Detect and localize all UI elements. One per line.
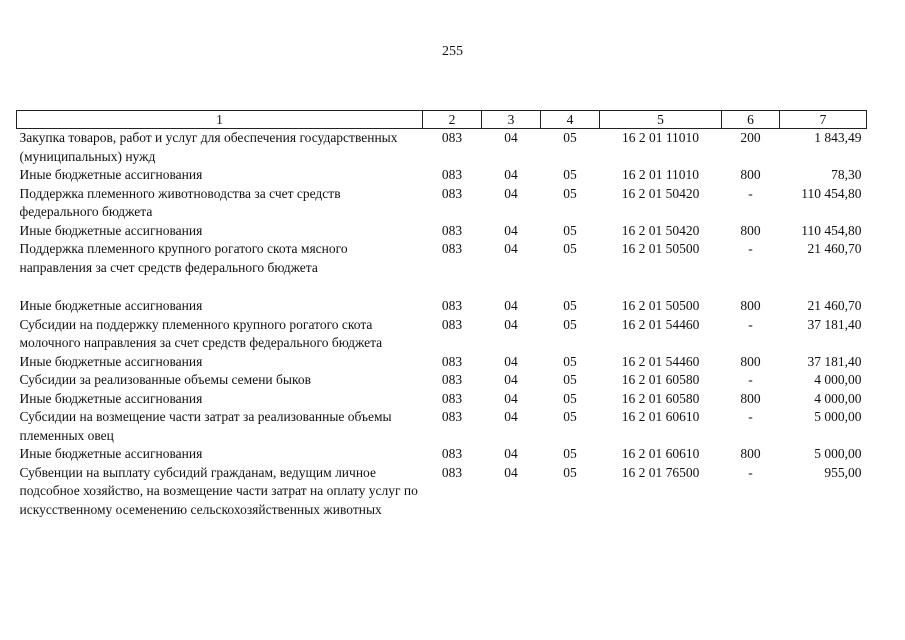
row-value-cell: 16 2 01 50420	[621, 222, 700, 238]
row-name-cell: Иные бюджетные ассигнования	[19, 167, 203, 182]
row-value-cell: 37 181,40	[807, 316, 862, 332]
row-value-cell: 04	[504, 298, 518, 313]
row-value-cell: 16 2 01 50420	[621, 185, 700, 201]
table-row	[17, 222, 867, 241]
row-value-cell: 05	[563, 185, 577, 201]
table-row	[17, 371, 867, 390]
row-value-cell: 955,00	[824, 464, 862, 480]
row-value-cell: 16 2 01 60610	[621, 446, 700, 461]
row-value-cell: 05	[563, 316, 577, 332]
row-value-cell: 04	[504, 316, 518, 332]
row-value-cell: 5 000,00	[814, 446, 862, 461]
row-name-cell: Субвенции на выплату субсидий гражданам, ведущим личное подсобное хозяйство, на возмещение части затрат на оплату услуг по искусственному осеменению сельскохозяйственных животных	[19, 464, 418, 517]
row-value-cell: 04	[504, 390, 518, 406]
row-value-cell: 05	[563, 464, 577, 480]
row-value-cell: 04	[504, 446, 518, 461]
row-value-cell: 16 2 01 76500	[621, 464, 700, 480]
row-value-cell: 800	[740, 298, 761, 313]
row-value-cell: 083	[441, 390, 463, 406]
row-value-cell: 110 454,80	[801, 222, 862, 238]
row-value-cell: 05	[563, 298, 577, 313]
row-value-cell: 04	[504, 222, 518, 238]
row-value-cell: 16 2 01 60610	[621, 409, 700, 424]
row-value-cell: 04	[504, 241, 518, 256]
row-value-cell: 083	[441, 316, 463, 332]
row-value-cell: 05	[563, 409, 577, 424]
table-row	[17, 185, 867, 222]
row-value-cell: -	[748, 185, 753, 201]
row-value-cell: 05	[563, 390, 577, 406]
row-value-cell: 05	[563, 353, 577, 369]
table-row	[17, 166, 867, 185]
row-name-cell: Иные бюджетные ассигнования	[19, 390, 203, 406]
column-header: 5	[600, 111, 722, 129]
column-header: 2	[423, 111, 482, 129]
row-value-cell: 083	[441, 222, 463, 238]
row-value-cell: 800	[740, 390, 761, 406]
row-value-cell: 16 2 01 54460	[621, 353, 700, 369]
row-value-cell: 37 181,40	[807, 353, 862, 369]
table-row	[17, 408, 867, 445]
budget-table	[16, 110, 867, 519]
row-value-cell: 05	[563, 130, 577, 145]
table-row	[17, 464, 867, 520]
row-value-cell: 200	[740, 130, 761, 145]
row-value-cell: 05	[563, 446, 577, 461]
row-value-cell: -	[748, 316, 753, 332]
row-value-cell: -	[748, 241, 753, 256]
row-value-cell: 04	[504, 464, 518, 480]
row-value-cell: 16 2 01 60580	[621, 372, 700, 387]
table-row	[17, 316, 867, 353]
row-name-cell: Иные бюджетные ассигнования	[19, 353, 203, 369]
column-header: 4	[541, 111, 600, 129]
row-value-cell: 78,30	[831, 167, 862, 182]
row-value-cell: 05	[563, 372, 577, 387]
table-row	[17, 129, 867, 167]
row-value-cell: 04	[504, 353, 518, 369]
column-header: 1	[17, 111, 423, 129]
row-value-cell: 083	[441, 185, 463, 201]
row-value-cell: 04	[504, 185, 518, 201]
row-value-cell: 800	[740, 353, 761, 369]
table-body	[17, 129, 867, 520]
table-row	[17, 445, 867, 464]
row-value-cell: 21 460,70	[807, 241, 862, 256]
table-row	[17, 390, 867, 409]
row-value-cell: 110 454,80	[801, 185, 862, 201]
row-value-cell: 083	[441, 130, 463, 145]
row-value-cell: 083	[441, 241, 463, 256]
row-name-cell: Субсидии на поддержку племенного крупного рогатого скота молочного направления за счет средств федерального бюджета	[19, 316, 383, 350]
row-value-cell: -	[748, 372, 753, 387]
row-name-cell: Поддержка племенного животноводства за счет средств федерального бюджета	[19, 185, 341, 219]
table-row	[17, 240, 867, 297]
row-value-cell: 800	[740, 167, 761, 182]
row-value-cell: 5 000,00	[814, 409, 862, 424]
row-value-cell: 083	[441, 167, 463, 182]
row-value-cell: 16 2 01 50500	[621, 298, 700, 313]
column-header: 6	[722, 111, 780, 129]
row-name-cell: Иные бюджетные ассигнования	[19, 446, 203, 461]
row-value-cell: 21 460,70	[807, 298, 862, 313]
row-name-cell: Субсидии за реализованные объемы семени быков	[19, 372, 311, 387]
row-name-cell: Иные бюджетные ассигнования	[19, 222, 203, 238]
row-name-cell: Субсидии на возмещение части затрат за реализованные объемы племенных овец	[19, 409, 392, 443]
row-value-cell: -	[748, 409, 753, 424]
row-value-cell: 05	[563, 241, 577, 256]
row-value-cell: 4 000,00	[814, 390, 862, 406]
row-value-cell: 04	[504, 409, 518, 424]
column-header: 7	[780, 111, 867, 129]
row-value-cell: -	[748, 464, 753, 480]
table-row	[17, 353, 867, 372]
row-value-cell: 4 000,00	[814, 372, 862, 387]
column-header: 3	[482, 111, 541, 129]
header-row	[17, 111, 867, 129]
page-number: 255	[442, 44, 463, 59]
row-value-cell: 04	[504, 372, 518, 387]
row-value-cell: 04	[504, 167, 518, 182]
row-value-cell: 05	[563, 167, 577, 182]
row-name-cell: Иные бюджетные ассигнования	[19, 298, 203, 313]
row-value-cell: 800	[740, 446, 761, 461]
row-name-cell: Поддержка племенного крупного рогатого скота мясного направления за счет средств федерального бюджета	[19, 241, 348, 275]
row-value-cell: 083	[441, 298, 463, 313]
row-value-cell: 800	[740, 222, 761, 238]
row-value-cell: 1 843,49	[814, 130, 862, 145]
table-row	[17, 297, 867, 316]
row-value-cell: 083	[441, 446, 463, 461]
row-value-cell: 04	[504, 130, 518, 145]
row-name-cell: Закупка товаров, работ и услуг для обеспечения государственных (муниципальных) нужд	[19, 130, 398, 164]
table-header	[17, 111, 867, 129]
row-value-cell: 16 2 01 54460	[621, 316, 700, 332]
row-value-cell: 16 2 01 50500	[621, 241, 700, 256]
row-value-cell: 16 2 01 11010	[621, 130, 700, 145]
row-value-cell: 083	[441, 353, 463, 369]
row-value-cell: 083	[441, 372, 463, 387]
row-value-cell: 083	[441, 409, 463, 424]
row-value-cell: 16 2 01 60580	[621, 390, 700, 406]
row-value-cell: 05	[563, 222, 577, 238]
row-value-cell: 16 2 01 11010	[621, 167, 700, 182]
row-value-cell: 083	[441, 464, 463, 480]
